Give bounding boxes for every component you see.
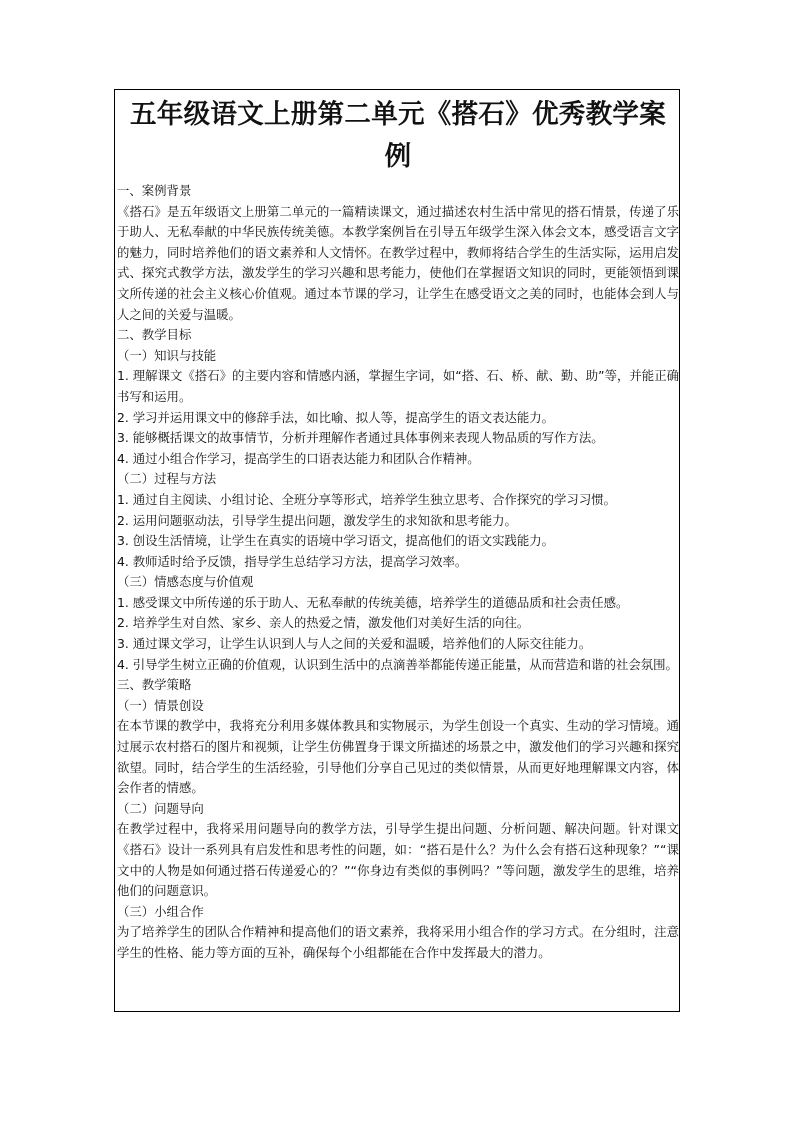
list-item: 2. 运用问题驱动法，引导学生提出问题，激发学生的求知欲和思考能力。 [117, 512, 517, 528]
list-item: 3. 能够概括课文的故事情节，分析并理解作者通过具体事例来表现人物品质的写作方法。 [117, 430, 604, 446]
list-item: 3. 创设生活情境，让学生在真实的语境中学习语文，提高他们的语文实践能力。 [117, 533, 555, 549]
list-item: 4. 引导学生树立正确的价值观，认识到生活中的点滴善举都能传递正能量，从而营造和谐的社会氛围。 [117, 656, 678, 672]
subsection-heading: （三）情感态度与价值观 [117, 574, 254, 590]
paragraph: 《搭石》是五年级语文上册第二单元的一篇精读课文，通过描述农村生活中常见的搭石情景，传递了乐于助人、无私奉献的中华民族传统美德。本教学案例旨在引导五年级学生深入体会文本，感受语言文字的魅力，同时培养他们的语文素养和人文情怀。在教学过程中，教师将结合学生的生活实际，运用启发式、探究式教学方法，激发学生的学习兴趣和思考能力，使他们在掌握语文知识的同时，更能领悟到课文所传递的社会主义核心价值观。通过本节课的学习，让学生在感受语文之美的同时，也能体会到人与人之间的关爱与温暖。 [117, 203, 679, 322]
document-body [117, 94, 679, 964]
section-heading: 二、教学目标 [117, 327, 192, 343]
list-item: 1. 通过自主阅读、小组讨论、全班分享等形式，培养学生独立思考、合作探究的学习习惯。 [117, 491, 616, 507]
list-item: 2. 学习并运用课文中的修辞手法，如比喻、拟人等，提高学生的语文表达能力。 [117, 409, 555, 425]
section-heading: 三、教学策略 [117, 677, 192, 693]
list-item: 1. 理解课文《搭石》的主要内容和情感内涵，掌握生字词，如“搭、石、桥、献、勤、助”等，并能正确书写和运用。 [117, 368, 679, 404]
subsection-heading: （二）问题导向 [117, 800, 204, 816]
list-item: 4. 教师适时给予反馈，指导学生总结学习方法，提高学习效率。 [117, 553, 468, 569]
paragraph: 为了培养学生的团队合作精神和提高他们的语文素养，我将采用小组合作的学习方式。在分组时，注意学生的性格、能力等方面的互补，确保每个小组都能在合作中发挥最大的潜力。 [117, 924, 679, 960]
subsection-heading: （二）过程与方法 [117, 471, 217, 487]
list-item: 4. 通过小组合作学习，提高学生的口语表达能力和团队合作精神。 [117, 450, 480, 466]
section-heading: 一、案例背景 [117, 183, 192, 198]
list-item: 2. 培养学生对自然、家乡、亲人的热爱之情，激发他们对美好生活的向往。 [117, 615, 530, 631]
subsection-heading: （一）知识与技能 [117, 347, 217, 363]
paragraph: 在本节课的教学中，我将充分利用多媒体教具和实物展示，为学生创设一个真实、生动的学习情境。通过展示农村搭石的图片和视频，让学生仿佛置身于课文所描述的场景之中，激发他们的学习兴趣和探究欲望。同时，结合学生的生活经验，引导他们分享自己见过的类似情景，从而更好地理解课文内容，体会作者的情感。 [117, 718, 679, 796]
page-title: 五年级语文上册第二单元《搭石》优秀教学案例 [130, 99, 666, 172]
subsection-heading: （一）情景创设 [117, 697, 204, 713]
list-item: 3. 通过课文学习，让学生认识到人与人之间的关爱和温暖，培养他们的人际交往能力。 [117, 636, 592, 652]
paragraph: 在教学过程中，我将采用问题导向的教学方法，引导学生提出问题、分析问题、解决问题。针对课文《搭石》设计一系列具有启发性和思考性的问题，如：“搭石是什么？为什么会有搭石这种现象？”“课文中的人物是如何通过搭石传递爱心的？”“你身边有类似的事例吗？”等问题，激发学生的思维，培养他们的问题意识。 [117, 821, 679, 899]
subsection-heading: （三）小组合作 [117, 903, 204, 919]
list-item: 1. 感受课文中所传递的乐于助人、无私奉献的传统美德，培养学生的道德品质和社会责任感。 [117, 594, 629, 610]
